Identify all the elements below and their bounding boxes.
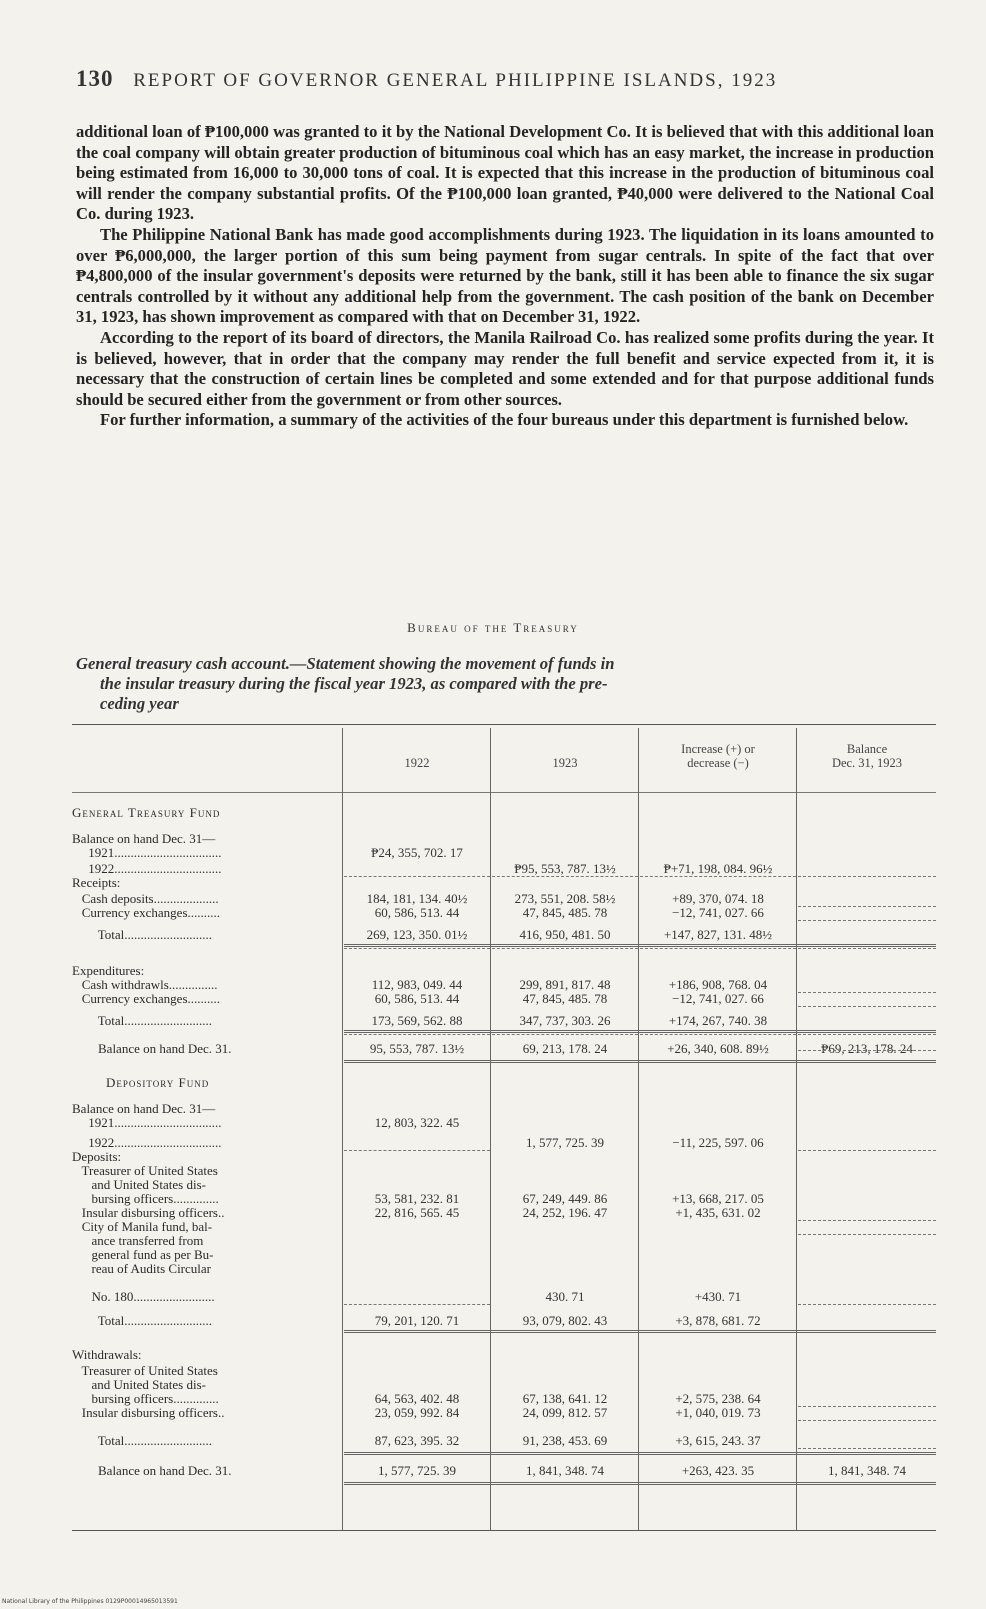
cell-change: +430. 71 [694,1289,742,1304]
cell-change: +2, 575, 238. 64 [675,1391,761,1406]
footer-text: National Library of the Philippines 0129P00014965013591 [2,1598,178,1605]
cell-1923: 416, 950, 481. 50 [519,927,611,942]
table-row [72,1178,936,1192]
row-label: Currency exchanges.......... [72,991,221,1006]
cell-1923: 47, 845, 485. 78 [522,991,608,1006]
cell-change: −11, 225, 597. 06 [672,1135,764,1150]
table-row [72,1434,936,1448]
page-header [76,66,936,92]
rule-line [798,1150,936,1151]
running-title: REPORT OF GOVERNOR GENERAL PHILIPPINE ISLANDS, 1923 [133,70,778,91]
column-header-line: decrease (−) [687,756,749,770]
rule-line [798,1220,936,1221]
row-label: Depository Fund [72,1075,210,1090]
row-label: Total........................... [72,1433,213,1448]
table-top-rule [72,724,936,725]
cell-1923: 430. 71 [545,1289,585,1304]
row-label: Insular disbursing officers.. [72,1405,225,1420]
column-header-1923: 1923 [552,756,578,770]
paragraph: For further information, a summary of the activities of the four bureaus under this department is furnished below. [100,410,909,430]
table-row [72,1234,936,1248]
cell-1922: 22, 816, 565. 45 [374,1205,460,1220]
rule-line [798,1234,936,1235]
row-label: bursing officers.............. [72,1391,219,1406]
row-label: General Treasury Fund [72,805,221,820]
cell-1923: 47, 845, 485. 78 [522,905,608,920]
cell-1922: 23, 059, 992. 84 [374,1405,460,1420]
cell-change: +263, 423. 35 [681,1463,755,1478]
table-row [72,1116,936,1130]
cell-1923: 24, 252, 196. 47 [522,1205,608,1220]
section-heading: Bureau of the Treasury [407,620,579,635]
cell-change: +1, 040, 019. 73 [675,1405,761,1420]
table-row [72,892,936,906]
table-row [72,1220,936,1234]
row-label: Currency exchanges.......... [72,905,221,920]
table-row [72,1076,936,1090]
cell-change: −12, 741, 027. 66 [672,991,764,1006]
rule-line [798,906,936,907]
row-label: Cash deposits.................... [72,891,219,906]
cell-balance: ₱69, 213, 178. 24 [821,1041,913,1056]
cell-1923: 69, 213, 178. 24 [522,1041,608,1056]
rule-line [344,948,490,949]
table-row [72,1392,936,1406]
row-label: Expenditures: [72,963,145,978]
caption-line: the insular treasury during the fiscal year 1923, as compared with the pre- [100,674,608,693]
row-label: 1921................................. [72,845,222,860]
cell-1922: 269, 123, 350. 01½ [366,927,468,942]
table-row [72,1314,936,1328]
paragraph: According to the report of its board of directors, the Manila Railroad Co. has realized some profits during the year. It is believed, however, that in order that the company may render the full benefit and service expected from it, it is necessary that the construction of certain lines be completed and some extended and for that purpose additional funds should be secured either from the government or from other sources. [76,327,934,409]
cell-1922: 12, 803, 322. 45 [374,1115,460,1130]
column-header-change [640,742,796,770]
row-label: Cash withdrawls............... [72,977,218,992]
row-label: Treasurer of United States [72,1163,218,1178]
table-row [72,1464,936,1478]
cell-1922: 1, 577, 725. 39 [378,1463,456,1478]
row-label: and United States dis- [72,1177,206,1192]
rule-line [798,1034,936,1035]
double-rule [344,1030,936,1033]
cell-balance: 1, 841, 348. 74 [828,1463,906,1478]
table-row [72,1150,936,1164]
double-rule [344,1482,936,1485]
cell-1923: 273, 551, 208. 58½ [514,891,616,906]
cell-change: +13, 668, 217. 05 [672,1191,764,1206]
row-label: Balance on hand Dec. 31— [72,831,216,846]
row-label: Total........................... [72,927,213,942]
rule-line [640,1034,796,1035]
cell-change: +147, 827, 131. 48½ [663,927,773,942]
table-row [72,862,936,876]
rule-line [798,948,936,949]
row-label: Balance on hand Dec. 31. [72,1041,232,1056]
cell-change: +174, 267, 740. 38 [668,1013,768,1028]
table-caption [76,654,934,714]
row-label: bursing officers.............. [72,1191,219,1206]
table-bottom-rule [72,1530,936,1531]
row-label: Treasurer of United States [72,1363,218,1378]
row-label: City of Manila fund, bal- [72,1219,213,1234]
cell-1922: 60, 586, 513. 44 [374,991,460,1006]
rule-line [492,948,638,949]
cell-change: +186, 908, 768. 04 [668,977,768,992]
cell-1922: 112, 983, 049. 44 [371,977,463,992]
table-row [72,928,936,942]
rule-line [798,1406,936,1407]
rule-line [344,1304,490,1305]
table-row [72,1364,936,1378]
cell-1923: 24, 099, 812. 57 [522,1405,608,1420]
row-label: ance transferred from [72,1233,204,1248]
cell-1922: 79, 201, 120. 71 [374,1313,460,1328]
rule-line [798,992,936,993]
rule-line [344,1150,490,1151]
table-row [72,1042,936,1056]
row-label: Total........................... [72,1313,213,1328]
table-row [72,806,936,820]
rule-line [798,1006,936,1007]
cell-1922: 64, 563, 402. 48 [374,1391,460,1406]
rule-line [798,1448,936,1449]
row-label: Balance on hand Dec. 31. [72,1463,232,1478]
table-row [72,832,936,846]
cell-change: +26, 340, 608. 89½ [667,1041,769,1056]
cell-change: +3, 878, 681. 72 [675,1313,761,1328]
table-row [72,1406,936,1420]
row-label: Deposits: [72,1149,122,1164]
table-header-rule [72,792,936,793]
rule-line [798,920,936,921]
cell-1922: 184, 181, 134. 40½ [366,891,468,906]
column-header-balance [798,742,936,770]
cell-1922: ₱24, 355, 702. 17 [371,845,463,860]
cell-1923: 67, 249, 449. 86 [522,1191,608,1206]
row-label: 1921................................. [72,1115,222,1130]
rule-line [798,1050,936,1051]
rule-line [798,1304,936,1305]
table-row [72,846,936,860]
cell-change: ₱+71, 198, 084. 96½ [663,861,773,876]
column-header-line: Increase (+) or [681,742,755,756]
cell-1923: 1, 841, 348. 74 [526,1463,604,1478]
table-row [72,964,936,978]
rule-line [344,876,490,877]
rule-line [344,1034,490,1035]
row-label: Total........................... [72,1013,213,1028]
table-row [72,1262,936,1276]
row-label: 1922................................. [72,1135,222,1150]
cell-1923: 299, 891, 817. 48 [519,977,611,992]
table-row [72,1248,936,1262]
rule-line [640,948,796,949]
double-rule [344,1330,936,1333]
cell-1922: 53, 581, 232. 81 [374,1191,460,1206]
row-label: 1922................................. [72,861,222,876]
page-number: 130 [76,66,114,91]
table-row [72,876,936,890]
column-header-line: Balance [846,742,888,756]
rule-line [492,876,638,877]
row-label: Insular disbursing officers.. [72,1205,225,1220]
table-row [72,1290,936,1304]
cell-1923: ₱95, 553, 787. 13½ [514,861,616,876]
rule-line [798,1420,936,1421]
cell-change: +89, 370, 074. 18 [672,891,764,906]
cell-1923: 1, 577, 725. 39 [526,1135,604,1150]
cell-1923: 347, 737, 303. 26 [519,1013,611,1028]
table-row [72,1192,936,1206]
cell-change: −12, 741, 027. 66 [672,905,764,920]
cell-1923: 91, 238, 453. 69 [522,1433,608,1448]
row-label: and United States dis- [72,1377,206,1392]
paragraph: The Philippine National Bank has made good accomplishments during 1923. The liquidation in its loans amounted to over ₱6,000,000, the larger portion of this sum being payment from sugar centrals. In spite of the fact that over ₱4,800,000 of the insular government's deposits were returned by the bank, still it has been able to finance the six sugar centrals controlled by it without any additional help from the government. The cash position of the bank on December 31, 1923, has shown improvement as compared with that on December 31, 1922. [76,224,934,327]
table-row [72,1136,936,1150]
table-row [72,1206,936,1220]
table-row [72,1102,936,1116]
cell-1923: 93, 079, 802. 43 [522,1313,608,1328]
table-row [72,1164,936,1178]
cell-change: +1, 435, 631. 02 [675,1205,761,1220]
row-label: Withdrawals: [72,1347,142,1362]
table-row [72,992,936,1006]
column-header-1922: 1922 [404,756,430,770]
cell-1922: 60, 586, 513. 44 [374,905,460,920]
cell-change: +3, 615, 243. 37 [675,1433,761,1448]
table-row [72,906,936,920]
table-row [72,1014,936,1028]
row-label: Balance on hand Dec. 31— [72,1101,216,1116]
double-rule [344,1452,936,1455]
column-header-line: Dec. 31, 1923 [831,756,903,770]
cell-1922: 95, 553, 787. 13½ [369,1041,465,1056]
double-rule [344,944,936,947]
double-rule [344,1060,936,1063]
row-label: Receipts: [72,875,121,890]
rule-line [492,1034,638,1035]
rule-line [798,876,936,877]
row-label: general fund as per Bu- [72,1247,214,1262]
body-text [76,122,934,431]
table-row [72,1378,936,1392]
row-label: reau of Audits Circular [72,1261,211,1276]
row-label: No. 180......................... [72,1289,215,1304]
cell-1923: 67, 138, 641. 12 [522,1391,608,1406]
caption-line: ceding year [100,694,179,713]
rule-line [640,876,796,877]
cell-1922: 87, 623, 395. 32 [374,1433,460,1448]
cell-1922: 173, 569, 562. 88 [371,1013,463,1028]
caption-line: General treasury cash account.—Statement showing the movement of funds in [76,654,615,673]
table-row [72,978,936,992]
paragraph: additional loan of ₱100,000 was granted to it by the National Development Co. It is believed that with this additional loan the coal company will obtain greater production of bituminous coal which has an easy market, the increase in production being estimated from 16,000 to 30,000 tons of coal. It is expected that this increase in the production of bituminous coal will render the company substantial profits. Of the ₱100,000 loan granted, ₱40,000 were delivered to the National Coal Co. during 1923. [76,122,934,224]
table-row [72,1348,936,1362]
